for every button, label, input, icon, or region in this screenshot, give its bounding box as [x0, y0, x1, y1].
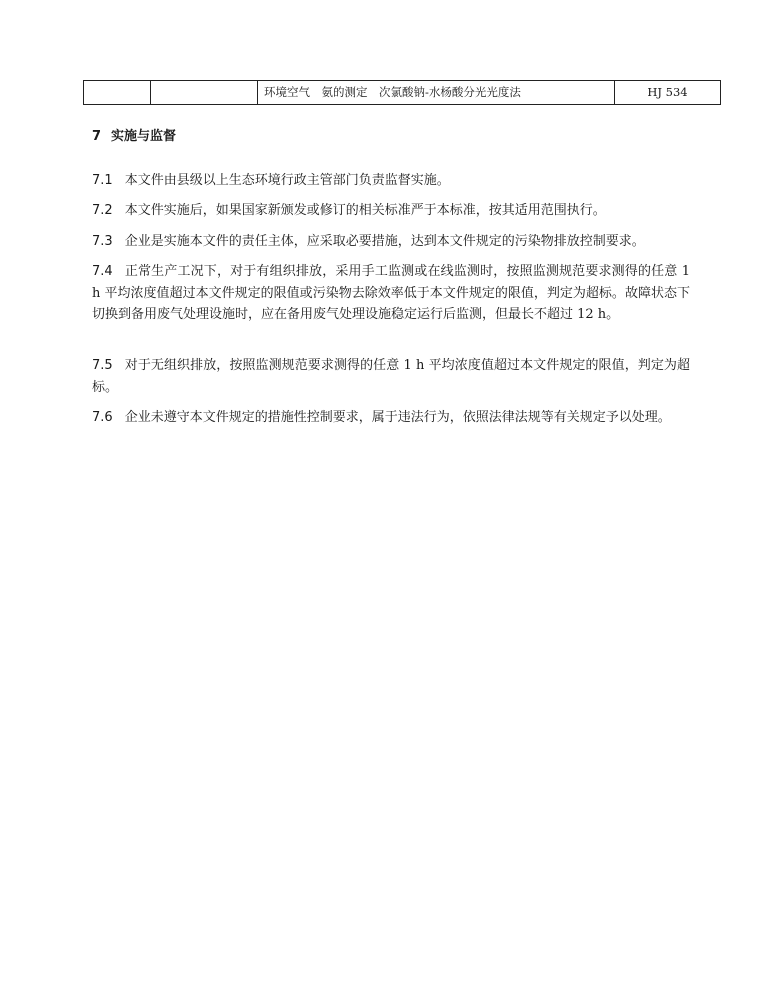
clause-text: 本文件由县级以上生态环境行政主管部门负责监督实施。 [124, 173, 450, 188]
clause-number: 7.1 [92, 173, 113, 188]
clause-7-2 [92, 200, 690, 222]
clause-text: 企业未遵守本文件规定的措施性控制要求，属于违法行为，依照法律法规等有关规定予以处理。 [124, 410, 671, 425]
clause-number: 7.6 [92, 410, 113, 425]
standard-code: HJ 534 [615, 81, 721, 105]
clause-number: 7.5 [92, 358, 113, 373]
header-row [84, 81, 721, 105]
clause-number: 7.4 [92, 264, 113, 279]
clause-text: 正常生产工况下，对于有组织排放，采用手工监测或在线监测时，按照监测规范要求测得的任意 1 h 平均浓度值超过本文件规定的限值或污染物去除效率低于本文件规定的限值，判定为超标。故障状态下切换到备用废气处理设施时，应在备用废气处理设施稳定运行后监测，但最长不超过 12 h。 [92, 264, 690, 322]
section-title: 实施与监督 [111, 129, 177, 144]
clause-text: 本文件实施后，如果国家新颁发或修订的相关标准严于本标准，按其适用范围执行。 [124, 203, 606, 218]
clause-7-5 [92, 355, 690, 398]
clause-text: 企业是实施本文件的责任主体，应采取必要措施，达到本文件规定的污染物排放控制要求。 [124, 234, 645, 249]
clause-7-1 [92, 170, 690, 192]
clause-number: 7.3 [92, 234, 113, 249]
clause-number: 7.2 [92, 203, 113, 218]
clause-7-3 [92, 231, 690, 253]
header-cell-empty-2 [151, 81, 258, 105]
clause-text: 对于无组织排放，按照监测规范要求测得的任意 1 h 平均浓度值超过本文件规定的限值，判定为超标。 [92, 358, 690, 395]
clause-7-4 [92, 261, 690, 326]
section-heading [92, 127, 176, 147]
clause-7-6 [92, 407, 690, 429]
standard-title: 环境空气 氨的测定 次氯酸钠-水杨酸分光光度法 [258, 81, 615, 105]
standard-header-table [83, 80, 721, 105]
header-cell-empty-1 [84, 81, 151, 105]
section-number: 7 [92, 129, 102, 144]
